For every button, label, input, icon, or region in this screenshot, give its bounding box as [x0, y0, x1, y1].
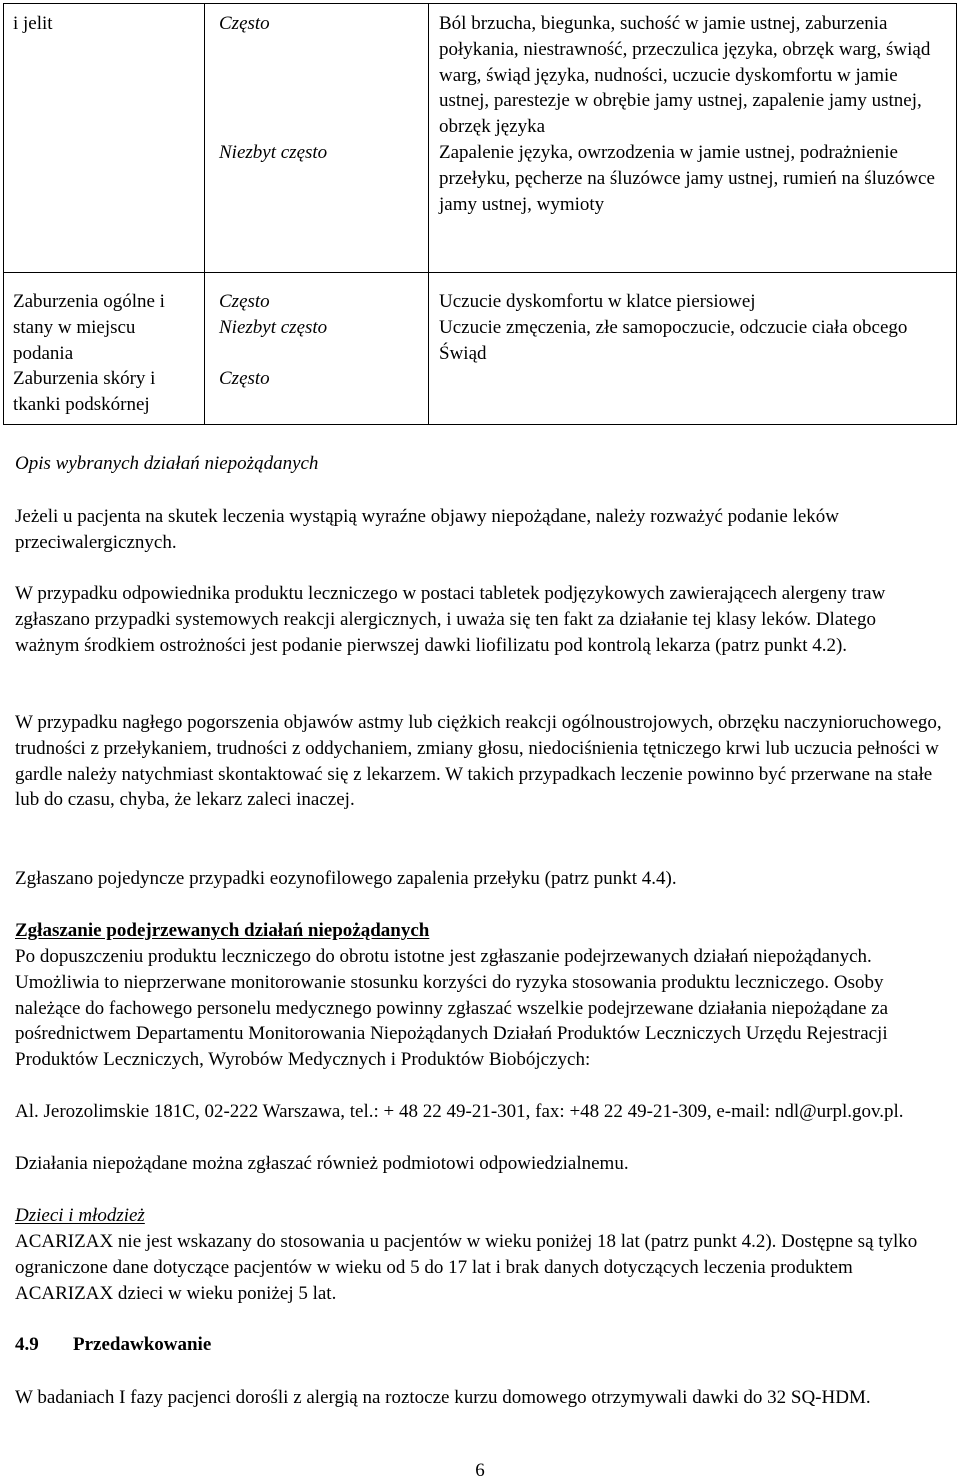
reaction-description: Ból brzucha, biegunka, suchość w jamie ustnej, zaburzenia połykania, niestrawność, przeczulica języka, obrzęk warg, świąd warg, świąd języka, nudności, uczucie dyskomfortu w jamie ustnej, parestezje w obrębie jamy ustnej, zapalenie jamy ustnej, obrzęk języka — [439, 13, 931, 138]
overdose-body: W badaniach I fazy pacjenci dorośli z alergią na roztocze kurzu domowego otrzymywali dawki do 32 SQ-HDM. — [15, 1387, 871, 1408]
description-cell — [429, 273, 957, 425]
reporting-address: Al. Jerozolimskie 181C, 02-222 Warszawa, tel.: + 48 22 49-21-301, fax: +48 22 49-21-309, e-mail: ndl@urpl.gov.pl. — [15, 1101, 904, 1122]
children-heading: Dzieci i młodzież — [15, 1205, 145, 1226]
children-body: ACARIZAX nie jest wskazany do stosowania u pacjentów w wieku poniżej 18 lat (patrz punkt 4.2). Dostępne są tylko ograniczone dane dotyczące pacjentów w wieku od 5 do 17 lat i brak danych dotyczących leczenia produktem ACARIZAX dzieci w wieku poniżej 5 lat. — [15, 1231, 918, 1304]
section-number: 4.9 — [15, 1334, 39, 1355]
soc-cell — [4, 273, 205, 425]
reaction-description: Zapalenie języka, owrzodzenia w jamie ustnej, podrażnienie przełyku, pęcherze na śluzówce jamy ustnej, rumień na śluzówce jamy ustnej, wymioty — [439, 141, 935, 215]
reporting-heading: Zgłaszanie podejrzewanych działań niepożądanych — [15, 920, 430, 941]
reaction-description: Świąd — [439, 342, 487, 364]
soc-label: Zaburzenia skóry i tkanki podskórnej — [13, 368, 156, 416]
frequency-cell — [205, 4, 429, 273]
reporting-body: Po dopuszczeniu produktu leczniczego do obrotu istotne jest zgłaszanie podejrzewanych działań niepożądanych. Umożliwia to nieprzerwane monitorowanie stosunku korzyści do ryzyka stosowania produktu leczniczego. Osoby należące do fachowego personelu medycznego powinny zgłaszać wszelkie podejrzewane działania niepożądane za pośrednictwem Departamentu Monitorowania Niepożądanych Działań Produktów Leczniczych Urzędu Rejestracji Produktów Leczniczych, Wyrobów Medycznych i Produktów Biobójczych: — [15, 946, 889, 1071]
frequency-label: Niezbyt często — [219, 316, 328, 338]
section-heading: Opis wybranych działań niepożądanych — [15, 453, 319, 474]
overdose-heading — [15, 1332, 945, 1358]
soc-cell — [4, 4, 205, 273]
frequency-label: Niezbyt często — [219, 141, 328, 163]
paragraph: W przypadku nagłego pogorszenia objawów astmy lub ciężkich reakcji ogólnoustrojowych, obrzęku naczynioruchowego, trudności z przełykaniem, trudności z oddychaniem, zmiany głosu, niedociśnienia tętniczego krwi lub uczucia pełności w gardle należy natychmiast skontaktować się z lekarzem. W takich przypadkach leczenie powinno być przerwane na stałe lub do czasu, chyba, że lekarz zaleci inaczej. — [15, 712, 942, 811]
page-number: 6 — [475, 1460, 485, 1481]
frequency-label: Często — [219, 13, 270, 34]
reporting-responsible: Działania niepożądane można zgłaszać również podmiotowi odpowiedzialnemu. — [15, 1153, 629, 1174]
section-title: Przedawkowanie — [73, 1334, 212, 1355]
description-cell — [429, 4, 957, 273]
table-row — [4, 4, 957, 273]
frequency-cell — [205, 273, 429, 425]
reaction-description: Uczucie dyskomfortu w klatce piersiowej — [439, 291, 756, 312]
adverse-reactions-table — [3, 3, 957, 425]
paragraph: W przypadku odpowiednika produktu leczniczego w postaci tabletek podjęzykowych zawierającech alergeny traw zgłaszano przypadki systemowych reakcji alergicznych, i uważa się ten fakt za działanie tej klasy leków. Dlatego ważnym środkiem ostrożności jest podanie pierwszej dawki liofilizatu pod kontrolą lekarza (patrz punkt 4.2). — [15, 583, 886, 656]
reaction-description: Uczucie zmęczenia, złe samopoczucie, odczucie ciała obcego — [439, 316, 908, 338]
frequency-label: Często — [219, 368, 270, 390]
frequency-label: Często — [219, 291, 270, 312]
soc-label: Zaburzenia ogólne i stany w miejscu podania — [13, 291, 165, 364]
paragraph: Zgłaszano pojedyncze przypadki eozynofilowego zapalenia przełyku (patrz punkt 4.4). — [15, 868, 677, 889]
table-row — [4, 273, 957, 425]
soc-label: i jelit — [13, 13, 53, 34]
paragraph: Jeżeli u pacjenta na skutek leczenia wystąpią wyraźne objawy niepożądane, należy rozważyć podanie leków przeciwalergicznych. — [15, 506, 840, 553]
